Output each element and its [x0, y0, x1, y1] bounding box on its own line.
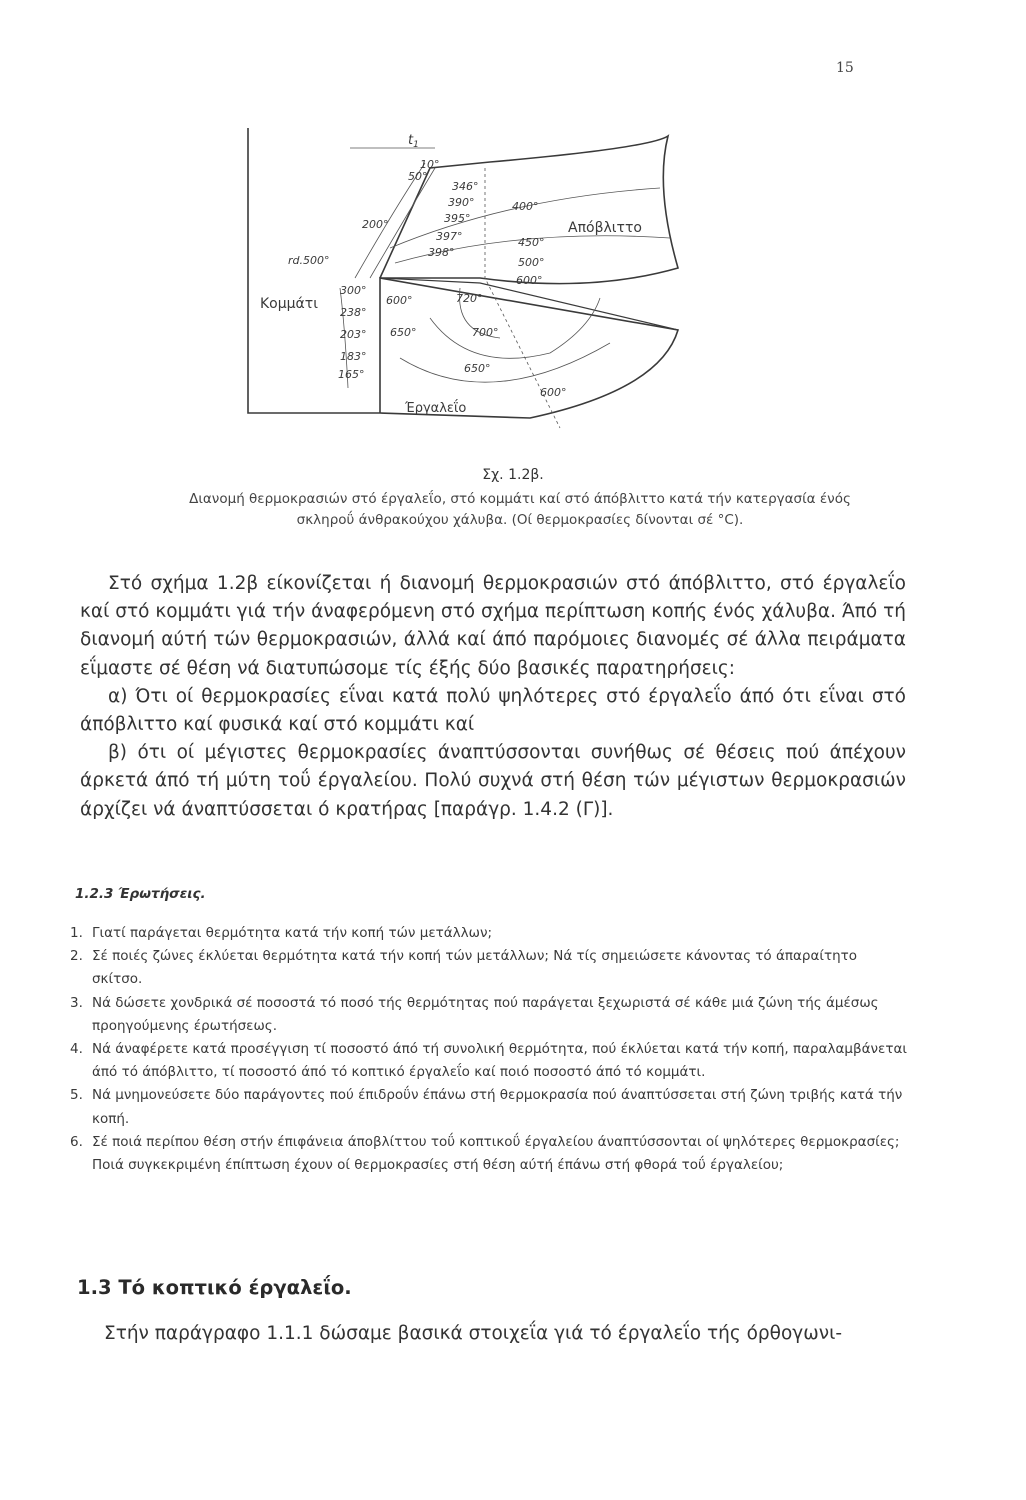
- question-text: Νά άναφέρετε κατά προσέγγιση τί ποσοστό άπό τή συνολική θερμότητα, πού έκλύεται κατά τήν κοπή, παραλαμβάνεται άπό τό άπόβλιττο, τί ποσοστό άπό τό κοπτικό έργαλεΐο καί ποιό ποσοστό άπό τό κομμάτι.: [92, 1041, 907, 1081]
- question-text: Γιατί παράγεται θερμότητα κατά τήν κοπή τών μετάλλων;: [92, 925, 493, 941]
- figure-caption: [80, 489, 960, 531]
- tool-outline: [380, 278, 678, 418]
- section-title: 1.3 Τό κοπτικό έργαλεΐο.: [77, 1276, 352, 1299]
- question-text: Σέ ποιά περίπου θέση στήν έπιφάνεια άποβλίττου τοΰ κοπτικοΰ έργαλείου άναπτύσσονται οί ψηλότερες θερμοκρασίες; Ποιά συγκεκριμένη έπίπτωση έχουν οί θερμοκρασίες στή θέση αύτή έπάνω στή φθορά τοΰ έργαλείου;: [92, 1133, 900, 1174]
- isotherm-label: 50°: [408, 170, 428, 183]
- isotherm-label: 720°: [456, 292, 483, 305]
- question-item: [70, 1038, 910, 1084]
- questions-heading: 1.2.3 Έρωτήσεις.: [75, 886, 206, 902]
- isotherm-label: 165°: [338, 368, 365, 381]
- isotherm-label: 450°: [518, 236, 545, 249]
- isotherm-label: 600°: [540, 386, 567, 399]
- isotherm-label: 183°: [340, 350, 367, 363]
- isotherm-label: 395°: [444, 212, 471, 225]
- figure-caption-line: Διανομή θερμοκρασιών στό έργαλεΐο, στό κομμάτι καί στό άπόβλιττο κατά τήν κατεργασία ένός: [189, 491, 851, 507]
- question-item: [70, 1084, 910, 1130]
- question-text: Νά δώσετε χονδρικά σέ ποσοστά τό ποσό τής θερμότητας πού παράγεται ξεχωριστά σέ κάθε μιά ζώνη τής άμέσως προηγούμενης έρωτήσεως.: [92, 994, 879, 1034]
- isotherm-label: 600°: [386, 294, 413, 307]
- label-t1: $t_1$: [408, 133, 419, 150]
- question-item: [70, 922, 910, 945]
- isotherm-label: 650°: [390, 326, 417, 339]
- question-number: 3.: [70, 994, 83, 1011]
- questions-list: [70, 922, 910, 1177]
- question-number: 2.: [70, 948, 83, 965]
- paragraph: β) ότι οί μέγιστες θερμοκρασίες άναπτύσσονται συνήθως σέ θέσεις πού άπέχουν άρκετά άπό τή μύτη τοΰ έργαλείου. Πολύ συχνά στή θέση τών μέγιστων θερμοκρασιών άρχίζει νά άναπτύσσεται ό κρατήρας [παράγρ. 1.4.2 (Γ)].: [80, 742, 906, 820]
- isotherm-label: 203°: [340, 328, 367, 341]
- tool-isotherm-line: [430, 298, 600, 358]
- figure-number: Σχ. 1.2β.: [482, 467, 544, 483]
- question-number: 1.: [70, 925, 83, 941]
- label-tool: Έργαλεΐο: [405, 401, 467, 416]
- label-rd: rd.500°: [288, 254, 330, 267]
- isotherm-label: 238°: [340, 306, 367, 319]
- question-number: 5.: [70, 1087, 83, 1104]
- question-text: Σέ ποιές ζώνες έκλύεται θερμότητα κατά τήν κοπή τών μετάλλων; Νά τίς σημειώσετε κάνοντας τό άπαραίτητο σκίτσο.: [92, 948, 858, 988]
- isotherm-label: 400°: [512, 200, 539, 213]
- isotherm-label: 346°: [452, 180, 479, 193]
- isotherm-label: 300°: [340, 284, 367, 297]
- isotherm-label: 390°: [448, 196, 475, 209]
- isotherm-label: 397°: [436, 230, 463, 243]
- question-number: 4.: [70, 1041, 83, 1058]
- isotherm-label: 200°: [362, 218, 389, 231]
- label-chip: Απόβλιττο: [568, 220, 642, 236]
- isotherm-label: 700°: [472, 326, 499, 339]
- question-number: 6.: [70, 1133, 83, 1150]
- temperature-distribution-figure: [230, 128, 690, 458]
- isotherm-label: 650°: [464, 362, 491, 375]
- tool-isotherm-line: [400, 343, 610, 382]
- page-number: 15: [836, 60, 854, 76]
- label-workpiece: Κομμάτι: [260, 296, 318, 312]
- isotherm-label: 10°: [420, 158, 440, 171]
- isotherm-label: 398°: [428, 246, 455, 259]
- body-text: [80, 570, 906, 824]
- paragraph-continued: Στήν παράγραφο 1.1.1 δώσαμε βασικά στοιχεΐα γιά τό έργαλεΐο τής όρθογωνι-: [104, 1323, 843, 1344]
- question-item: [70, 992, 910, 1038]
- isotherm-label: 600°: [516, 274, 543, 287]
- paragraph: α) Ότι οί θερμοκρασίες εΐναι κατά πολύ ψηλότερες στό έργαλεΐο άπό ότι εΐναι στό άπόβλιττο καί φυσικά καί στό κομμάτι καί: [80, 685, 906, 736]
- figure-caption-line: σκληροΰ άνθρακούχου χάλυβα. (Οί θερμοκρασίες δίνονται σέ °C).: [296, 512, 744, 528]
- question-item: [70, 945, 910, 991]
- question-item: [70, 1131, 910, 1177]
- question-text: Νά μνημονεύσετε δύο παράγοντες πού έπιδροΰν έπάνω στή θερμοκρασία πού άναπτύσσεται στή ζώνη τριβής κατά τήν κοπή.: [92, 1087, 903, 1127]
- isotherm-label: 500°: [518, 256, 545, 269]
- paragraph: Στό σχήμα 1.2β είκονίζεται ή διανομή θερμοκρασιών στό άπόβλιττο, στό έργαλεΐο καί στό κομμάτι γιά τήν άναφερόμενη στό σχήμα περίπτωση κοπής ένός χάλυβα. Άπό τή διανομή αύτή τών θερμοκρασιών, άλλά καί άπό παρόμοιες διανομές σέ άλλα πειράματα εΐμαστε σέ θέση νά διατυπώσομε τίς έξής δύο βασικές παρατηρήσεις:: [80, 573, 906, 679]
